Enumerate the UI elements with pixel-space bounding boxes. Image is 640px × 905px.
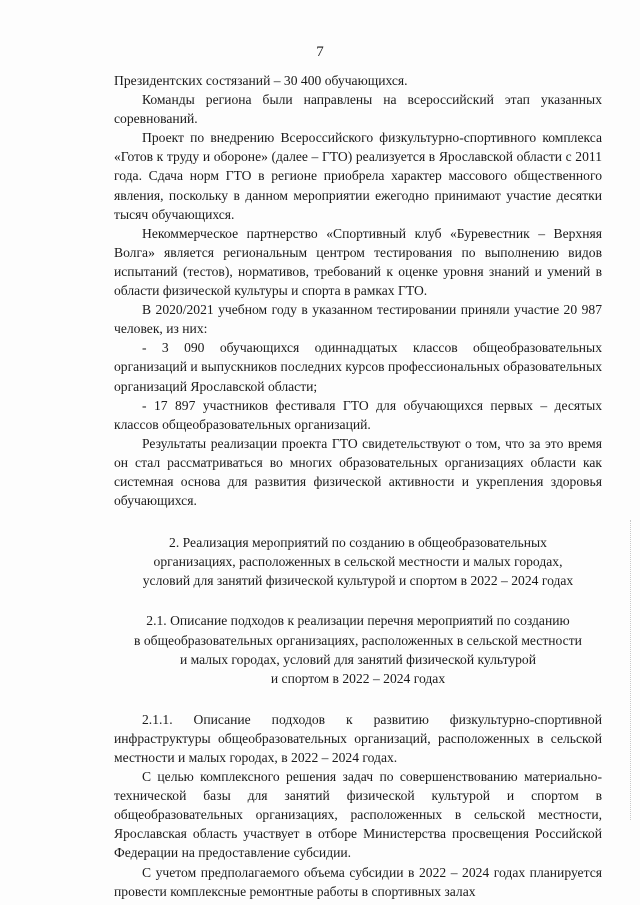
paragraph: Проект по внедрению Всероссийского физкультурно-спортивного комплекса «Готов к труду и обороне» (далее – ГТО) реализуется в Ярославской области с 2011 года. Сдача норм ГТО в регионе приобрела характер массового общественного явления, поскольку в данном мероприятии ежегодно принимают участие десятки тысяч обучающихся. [114,130,602,222]
paragraph: 2.1.1. Описание подходов к развитию физкультурно-спортивной инфраструктуры общеобразовательных организаций, расположенных в сельской местности и малых городах, в 2022 – 2024 годах. [114,711,602,765]
paragraph: Результаты реализации проекта ГТО свидетельствуют о том, что за это время он стал рассматриваться во многих образовательных организациях области как системная основа для развития физической активности и укрепления здоровья обучающихся. [114,435,602,509]
subsection-heading-line: и спортом в 2022 – 2024 годах [270,670,446,686]
subsection-heading-line: 2.1. Описание подходов к реализации перечня мероприятий по созданию [146,613,570,629]
section-heading-line: организациях, расположенных в сельской местности и малых городах, [153,554,563,570]
section-heading-line: 2. Реализация мероприятий по созданию в общеобразовательных [169,535,547,551]
body-text-top [114,71,602,901]
scan-edge-mark [630,520,637,820]
paragraph: В 2020/2021 учебном году в указанном тестировании приняли участие 20 987 человек, из них: [114,302,602,337]
paragraph: Президентских состязаний – 30 400 обучающихся. [114,73,408,88]
paragraph: Команды региона были направлены на всероссийский этап указанных соревнований. [114,92,602,127]
page-number: 7 [316,44,324,60]
paragraph: Некоммерческое партнерство «Спортивный клуб «Буревестник – Верхняя Волга» является региональным центром тестирования по выполнению видов испытаний (тестов), нормативов, требований к оценке уровня знаний и умений в области физической культуры и спорта в рамках ГТО. [114,225,602,299]
subsection-heading-line: и малых городах, условий для занятий физической культурой [179,651,537,667]
list-item: - 3 090 обучающихся одиннадцатых классов общеобразовательных организаций и выпускников последних курсов профессиональных образовательных организаций Ярославской области; [114,340,602,394]
list-item: - 17 897 участников фестиваля ГТО для обучающихся первых – десятых классов общеобразовательных организаций. [114,397,602,432]
subsection-heading-line: в общеобразовательных организациях, расположенных в сельской местности [134,632,582,648]
section-heading [114,533,602,590]
subsection-heading [114,611,602,687]
paragraph: С целью комплексного решения задач по совершенствованию материально-технической базы для занятий физической культурой и спортом в общеобразовательных организациях, расположенных в сельской местности, Ярославская область участвует в отборе Министерства просвещения Российской Федерации на предоставление субсидии. [114,769,602,861]
section-heading-line: условий для занятий физической культурой и спортом в 2022 – 2024 годах [142,573,574,589]
paragraph: С учетом предполагаемого объема субсидии в 2022 – 2024 годах планируется провести комплексные ремонтные работы в спортивных залах [114,864,602,899]
